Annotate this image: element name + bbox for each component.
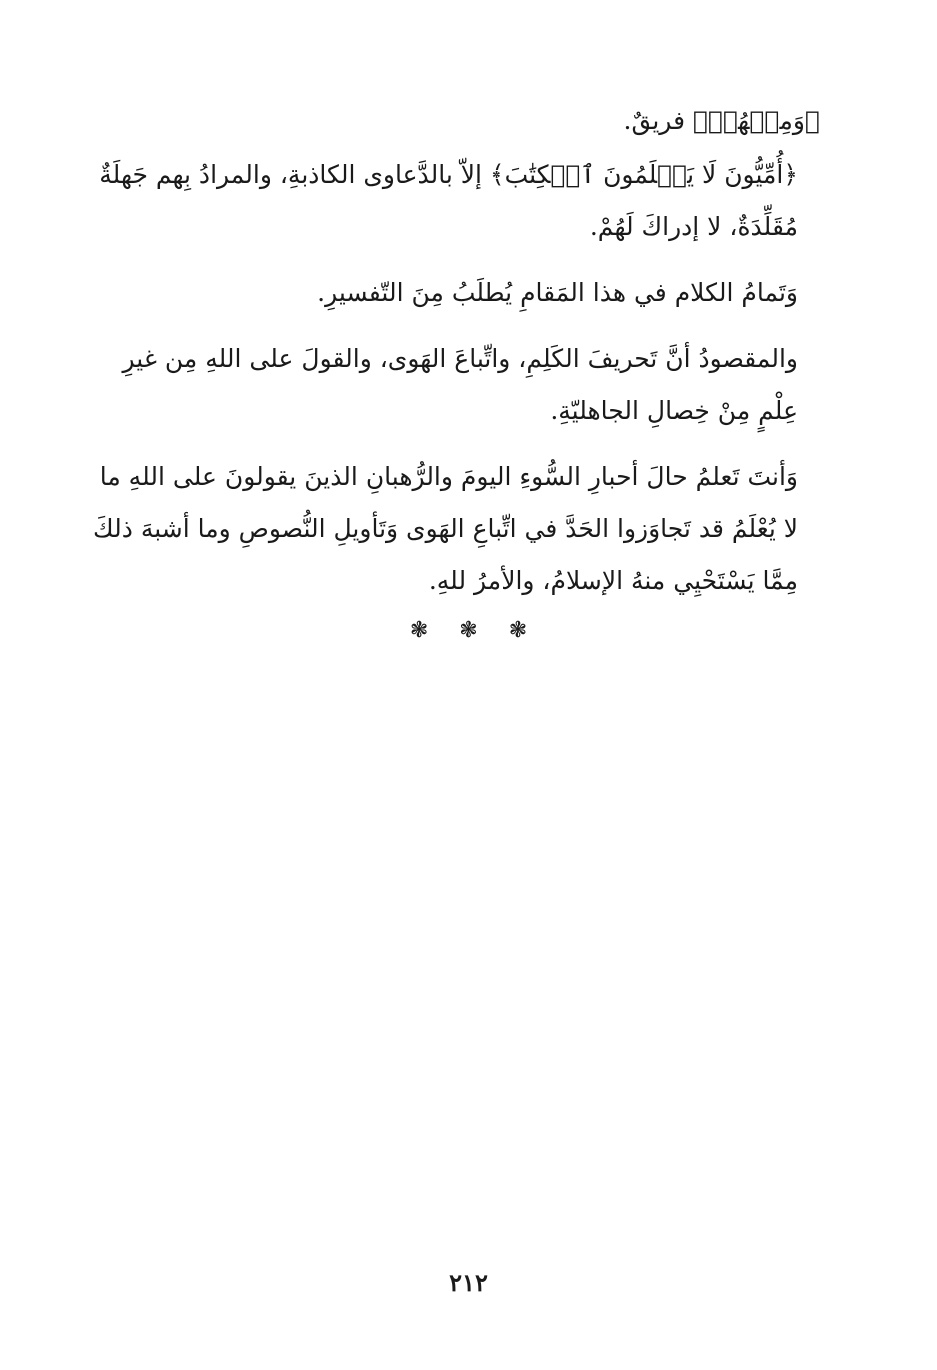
page-number: ٢١٢ <box>449 1268 488 1297</box>
paragraph-5: وَأنتَ تَعلمُ حالَ أحبارِ السُّوءِ اليومَ والرُّهبانِ الذينَ يقولونَ على اللهِ ما لا يُعْلَمُ قد تَجاوَزوا الحَدَّ في اتِّباعِ الهَوى وَتَأويلِ النُّصوصِ وما أشبهَ ذلكَ مِمَّا يَسْتَحْيِي منهُ الإسلامُ، والأمرُ للهِ. <box>93 462 798 595</box>
body-text <box>90 95 820 621</box>
asterism-star-icon: ❃ <box>409 618 429 643</box>
asterism-star-icon: ❃ <box>459 618 478 643</box>
paragraph-3: وَتَمامُ الكلام في هذا المَقامِ يُطلَبُ مِنَ التّفسيرِ. <box>317 278 798 307</box>
asterism-star-icon: ❃ <box>508 618 528 643</box>
paragraph-2: ﴿أُمِّيُّونَ لَا يَعۡلَمُونَ ٱلۡكِتَٰبَ﴾ إلاّ بالدَّعاوى الكاذبةِ، والمرادُ بِهم جَهلَةٌ مُقَلِّدَةٌ، لا إدراكَ لَهُمْ. <box>99 160 798 241</box>
paragraph-1: ﴿وَمِنۡهُمۡ﴾ فريقٌ. <box>623 106 820 135</box>
section-divider <box>0 618 937 643</box>
paragraph-4: والمقصودُ أنَّ تَحريفَ الكَلِمِ، واتِّباعَ الهَوى، والقولَ على اللهِ مِن غيرِ عِلْمٍ مِنْ خِصالِ الجاهليّةِ. <box>122 344 798 425</box>
